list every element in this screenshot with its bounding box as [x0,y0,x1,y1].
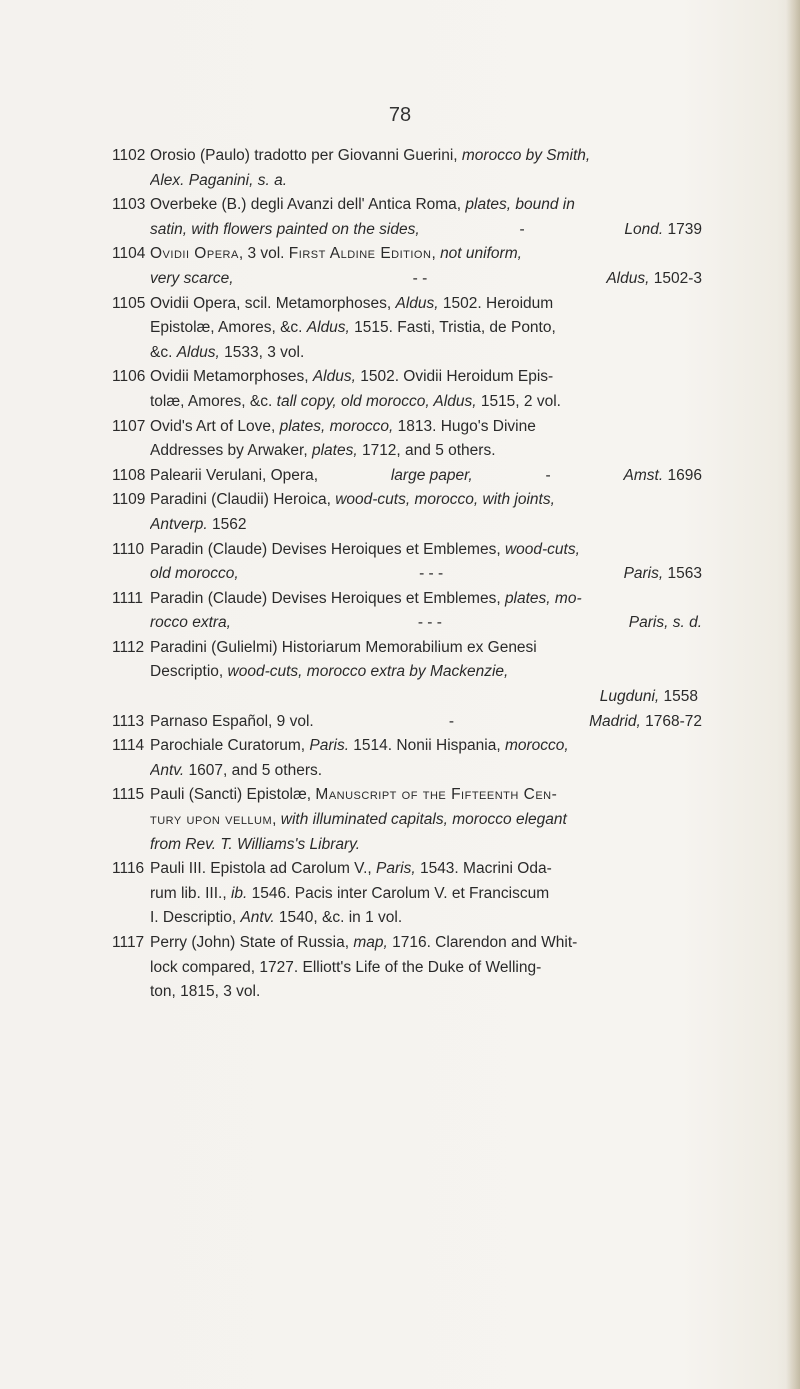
entry-description [150,242,702,291]
entry-line: Antv. 1607, and 5 others. [150,761,323,779]
catalogue-entry [112,931,702,1005]
catalogue-entry [112,783,702,857]
lot-number: 1113 [112,712,145,730]
entry-description [150,144,702,193]
entry-line: Paradini (Gulielmi) Historiarum Memorabilium ex Genesi [150,638,537,656]
entry-line: Addresses by Arwaker, plates, 1712, and 5 others. [150,442,496,460]
entry-description [150,488,702,537]
entry-line: Paradin (Claude) Devises Heroiques et Emblemes, wood-cuts, [150,540,580,558]
entry-description [150,415,702,464]
entry-line: Descriptio, wood-cuts, morocco extra by Mackenzie, [150,663,509,681]
entry-line: Overbeke (B.) degli Avanzi dell' Antica Roma, plates, bound in [150,196,575,214]
lot-number: 1117 [112,934,145,951]
page-edge-shadow [786,0,800,1389]
lot-number: 1107 [112,417,146,435]
lot-number: 1114 [112,737,145,755]
entry-line: lock compared, 1727. Elliott's Life of the Duke of Welling- [150,958,542,976]
catalogue-entry [112,488,702,537]
catalogue-entry [112,365,702,414]
lot-number: 1105 [112,294,146,312]
entry-line: rum lib. III., ib. 1546. Pacis inter Carolum V. et Franciscum [150,884,550,902]
entry-line: Pauli III. Epistola ad Carolum V., Paris, 1543. Macrini Oda- [150,860,552,878]
entry-description [150,292,702,366]
lot-number: 1106 [112,368,146,386]
catalogue-entry [112,857,702,931]
catalogue-entry [112,587,702,636]
lot-number: 1102 [112,147,146,164]
lot-number: 1111 [112,589,144,607]
entry-line: tolæ, Amores, &c. tall copy, old morocco, Aldus, 1515, 2 vol. [150,392,561,410]
catalogue-entry [112,193,702,242]
entry-line: Perry (John) State of Russia, map, 1716. Clarendon and Whit- [150,934,578,951]
catalogue-entry [112,242,702,291]
catalogue-entry [112,415,702,464]
lot-number: 1116 [112,860,145,878]
lot-number: 1104 [112,245,146,263]
catalogue-entries [112,144,702,1005]
entry-line: satin, with flowers painted on the sides, - Lond. 1739 [150,220,702,238]
entry-line: Epistolæ, Amores, &c. Aldus, 1515. Fasti, Tristia, de Ponto, [150,319,556,337]
entry-line: ton, 1815, 3 vol. [150,983,261,1001]
lot-number: 1115 [112,786,145,804]
entry-line: Orosio (Paulo) tradotto per Giovanni Guerini, morocco by Smith, [150,147,591,164]
entry-description [150,783,702,857]
catalogue-entry [112,636,702,710]
entry-description [150,193,702,242]
entry-line: I. Descriptio, Antv. 1540, &c. in 1 vol. [150,909,403,927]
entry-description [150,538,702,587]
catalogue-entry [112,710,702,735]
entry-line: rocco extra, - - - Paris, s. d. [150,614,702,632]
entry-line: Lugduni, 1558 [599,688,698,706]
entry-line: Ovidii Opera, scil. Metamorphoses, Aldus, 1502. Heroidum [150,294,554,312]
entry-line: Ovidii Opera, 3 vol. First Aldine Edition, not uniform, [150,245,522,263]
catalogue-entry [112,734,702,783]
entry-line: &c. Aldus, 1533, 3 vol. [150,343,305,361]
entry-description [150,931,702,1005]
entry-description [150,636,702,710]
lot-number: 1110 [112,540,145,558]
entry-line: Pauli (Sancti) Epistolæ, Manuscript of the Fifteenth Cen- [150,786,558,804]
catalogue-entry [112,464,702,489]
entry-line: very scarce, - - Aldus, 1502-3 [150,269,702,287]
entry-line: Antverp. 1562 [150,515,247,533]
entry-line: Alex. Paganini, s. a. [150,171,287,189]
catalogue-entry [112,538,702,587]
entry-description [150,587,702,636]
entry-description [150,365,702,414]
lot-number: 1112 [112,638,145,656]
entry-line: Paradin (Claude) Devises Heroiques et Emblemes, plates, mo- [150,589,582,607]
entry-line: old morocco, - - - Paris, 1563 [150,565,702,583]
lot-number: 1108 [112,466,146,484]
entry-line: Parnaso Español, 9 vol. - Madrid, 1768-72 [150,712,702,730]
catalogue-entry [112,292,702,366]
entry-line: Parochiale Curatorum, Paris. 1514. Nonii Hispania, morocco, [150,737,569,755]
lot-number: 1103 [112,196,146,214]
entry-line: Ovidii Metamorphoses, Aldus, 1502. Ovidii Heroidum Epis- [150,368,554,386]
entry-description [150,734,702,783]
page-number: 78 [388,104,412,126]
lot-number: 1109 [112,491,146,509]
entry-description [150,710,702,735]
entry-line: Paradini (Claudii) Heroica, wood-cuts, morocco, with joints, [150,491,555,509]
entry-description [150,857,702,931]
entry-line: Ovid's Art of Love, plates, morocco, 1813. Hugo's Divine [150,417,536,435]
entry-line: Palearii Verulani, Opera, large paper, - Amst. 1696 [150,466,702,484]
catalogue-entry [112,144,702,193]
entry-line: tury upon vellum, with illuminated capitals, morocco elegant [150,811,567,829]
entry-description [150,464,702,489]
entry-line: from Rev. T. Williams's Library. [150,835,361,853]
